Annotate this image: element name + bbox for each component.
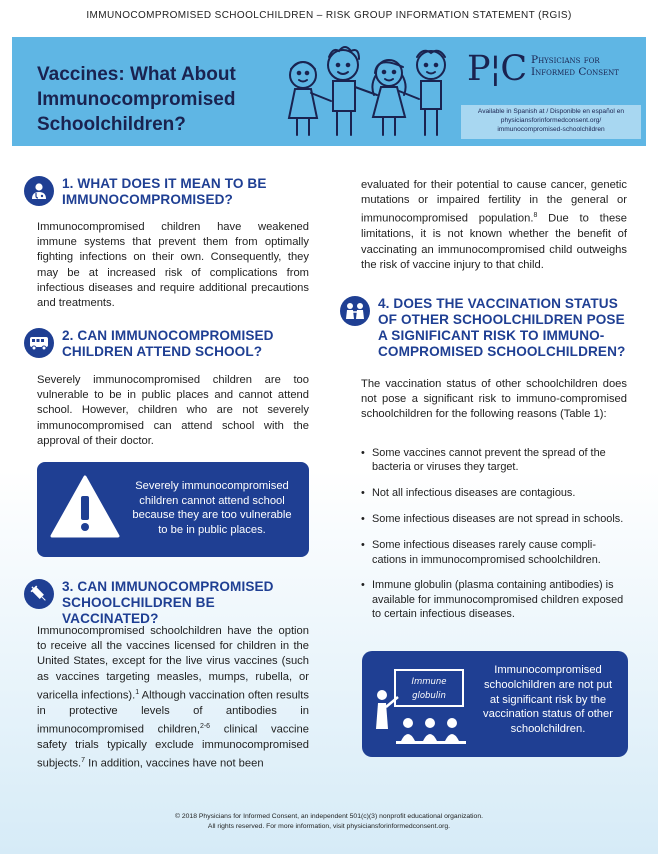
children-illustration — [277, 43, 455, 143]
classroom-illustration — [372, 661, 476, 749]
section-3-text-a: Immunocompromised schoolchildren have the option to receive all the vaccines licensed for children in the United States, except for the live virus vaccines (such as vaccines targeting measles, mumps, rubella, or varicella infections). — [37, 625, 309, 702]
reference-7: 7 — [81, 757, 86, 765]
footer-copyright: © 2018 Physicians for Informed Consent, an independent 501(c)(3) nonprofit educational organization. — [174, 813, 484, 820]
title-banner — [12, 37, 646, 146]
section-3-header — [24, 579, 314, 627]
section-4-title: 4. DOES THE VACCINATION STATUS OF OTHER SCHOOLCHILDREN POSE A SIGNIFICANT RISK TO IMMUNO-COMPROMISED SCHOOLCHILDREN? — [378, 296, 626, 359]
section-3-text-b: Although vaccination often results in protective levels of antibodies in immunocompromised children, — [37, 689, 309, 736]
section-3-cont-text-a: evaluated for their potential to cause cancer, genetic mutations or impaired fertility in the general or immunocompromised population. — [361, 179, 627, 226]
warning-icon — [49, 474, 121, 540]
section-3-title: 3. CAN IMMUNOCOMPROMISED SCHOOLCHILDREN BE VACCINATED? — [62, 579, 274, 626]
list-item: • Some infectious diseases are not spread in schools. — [361, 512, 627, 526]
page-footer — [0, 812, 658, 832]
reference-1: 1 — [135, 688, 140, 696]
section-2-header — [24, 328, 314, 360]
section-3-body — [37, 624, 309, 772]
reference-8: 8 — [533, 212, 538, 220]
section-3-text-d: In addition, vaccines have not been — [85, 757, 264, 770]
section-4-intro: The vaccination status of other schoolchildren does not pose a significant risk to immuno-compromised schoolchildren for the following reasons (Table 1): — [361, 378, 627, 421]
list-item: • Not all infectious diseases are contagious. — [361, 486, 627, 500]
section-4-header — [340, 296, 640, 360]
document-header: IMMUNOCOMPROMISED SCHOOLCHILDREN – RISK GROUP INFORMATION STATEMENT (RGIS) — [86, 10, 572, 21]
conclusion-callout — [362, 651, 628, 757]
doctor-icon — [24, 176, 54, 206]
section-1-body: Immunocompromised children have weakened immune systems that prevent them from optimally fighting infections on their own. Consequently, they may be at increased risk of complications from infectious diseases and require additional precautions and treatments. — [37, 221, 309, 310]
availability-line-3[interactable]: immunocompromised-schoolchildren — [497, 126, 605, 133]
children-icon — [340, 296, 370, 326]
reference-2-6: 2-6 — [199, 722, 211, 730]
section-1-header — [24, 176, 314, 208]
spanish-availability-note — [461, 105, 641, 139]
reasons-list — [361, 446, 627, 633]
logo-wordmark: Physicians for Informed Consent — [531, 54, 619, 78]
conclusion-callout-text: Immunocompromised schoolchildren are not put at significant risk by the vaccination status of other schoolchildren. — [483, 664, 613, 736]
warning-callout-text: Severely immunocompromised children cannot attend school because they are too vulnerable to be in public places. — [132, 480, 292, 536]
board-text-1: Immune — [411, 677, 447, 687]
availability-line-1: Available in Spanish at / Disponible en español en — [477, 108, 625, 115]
availability-line-2[interactable]: physiciansforinformedconsent.org/ — [500, 117, 602, 124]
syringe-icon — [24, 579, 54, 609]
section-3-cont-text-b: Due to these limitations, it is not known whether the benefit of vaccinating an immunocompromised child outweighs the risk of vaccine injury to that child. — [361, 213, 627, 271]
warning-callout — [37, 462, 309, 557]
section-2-title: 2. CAN IMMUNOCOMPROMISED CHILDREN ATTEND SCHOOL? — [62, 328, 274, 359]
school-bus-icon — [24, 328, 54, 358]
list-item: • Some infectious diseases rarely cause compli-cations in immunocompromised schoolchildren. — [361, 538, 627, 567]
footer-rights: All rights reserved. For more information, visit physiciansforinformedconsent.org. — [207, 823, 451, 830]
list-item: • Some vaccines cannot prevent the spread of the bacteria or viruses they target. — [361, 446, 627, 475]
page-title: Vaccines: What About Immunocompromised Schoolchildren? — [37, 64, 236, 135]
list-item: • Immune globulin (plasma containing antibodies) is available for immunocompromised children exposed to certain infectious diseases. — [361, 578, 627, 621]
section-3-continued — [361, 178, 627, 273]
logo-mark: P¦C — [467, 49, 527, 89]
board-text-2: globulin — [412, 691, 446, 701]
section-3-text-c: clinical vaccine safety trials typically exclude immunocompromised subjects. — [37, 723, 309, 770]
organization-logo — [467, 49, 643, 94]
section-2-body: Severely immunocompromised children are too vulnerable to be in public places and cannot attend school. However, children who are not severely immunocompromised can attend school with the approval of their doctor. — [37, 374, 309, 447]
section-1-title: 1. WHAT DOES IT MEAN TO BE IMMUNOCOMPROMISED? — [62, 176, 267, 207]
